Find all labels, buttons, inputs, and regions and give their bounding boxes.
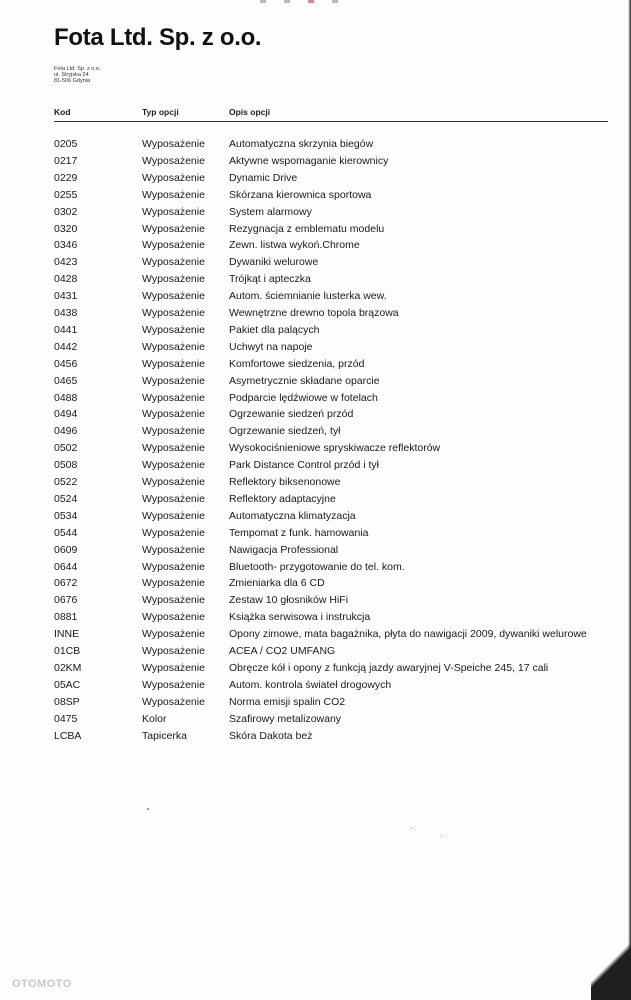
cell-opis: Trójkąt i apteczka [229,273,311,286]
cell-opis: Tempomat z funk. hamowania [229,526,369,539]
cell-opis: Ogrzewanie siedzeń, tył [229,425,341,438]
cell-opis: Reflektory biksenonowe [229,476,341,488]
cell-opis: Nawigacja Professional [229,543,339,556]
cell-typ: Wyposażenie [142,188,205,201]
cell-typ: Wyposażenie [142,459,205,472]
scan-speck [411,828,412,829]
cell-typ: Tapicerka [142,729,187,742]
cell-opis: Wewnętrzne drewno topola brązowa [229,307,399,319]
cell-kod: 0428 [54,273,78,286]
cell-opis: Ogrzewanie siedzeń przód [229,408,354,421]
cell-opis: Wysokociśnieniowe spryskiwacze reflektorów [229,442,441,455]
cell-opis: Zmieniarka dla 6 CD [229,577,325,590]
cell-opis: Autom. ściemnianie lusterka wew. [229,290,387,303]
cell-kod: 0438 [54,307,78,319]
cell-kod: INNE [54,628,80,641]
cell-typ: Wyposażenie [142,391,205,404]
cell-typ: Wyposażenie [142,509,205,522]
cell-typ: Wyposażenie [142,425,205,438]
cell-typ: Wyposażenie [142,695,205,708]
cell-kod: 0522 [54,476,78,488]
cell-kod: LCBA [54,729,82,742]
cell-kod: 02KM [54,661,82,674]
cell-opis: Asymetrycznie składane oparcie [229,374,380,387]
cell-typ: Wyposażenie [142,307,205,319]
cell-typ: Wyposażenie [142,645,205,657]
cell-typ: Wyposażenie [142,154,205,167]
company-address [54,66,100,84]
cell-kod: 05AC [54,678,81,691]
cell-typ: Wyposażenie [142,340,205,353]
cell-typ: Wyposażenie [142,239,205,252]
cell-opis: Dywaniki welurowe [229,256,319,269]
cell-opis: Pakiet dla palących [229,323,320,336]
cell-opis: Park Distance Control przód i tył [229,459,379,472]
cell-opis: Opony zimowe, mata bagażnika, płyta do nawigacji 2009, dywaniki welurowe [229,628,587,641]
cell-kod: 0644 [54,560,78,573]
cell-kod: 0441 [54,323,78,336]
cell-typ: Wyposażenie [142,476,205,488]
cell-opis: Książka serwisowa i instrukcja [229,611,371,624]
cell-typ: Wyposażenie [142,611,205,624]
column-header-opis: Opis opcji [229,107,271,117]
cell-opis: Zewn. listwa wykoń.Chrome [229,239,360,252]
cell-typ: Wyposażenie [142,374,205,387]
scan-speck [147,808,149,810]
cell-typ: Wyposażenie [142,543,205,556]
cell-kod: 08SP [54,695,80,708]
cell-kod: 0508 [54,459,78,472]
cell-opis: Autom. kontrola świateł drogowych [229,678,392,691]
cell-opis: Norma emisji spalin CO2 [229,695,346,708]
cell-typ: Wyposażenie [142,273,205,286]
cell-opis: ACEA / CO2 UMFANG [229,645,336,657]
cell-opis: Automatyczna skrzynia biegów [229,138,374,150]
cell-kod: 0544 [54,526,78,539]
cell-typ: Wyposażenie [142,678,205,691]
cell-typ: Wyposażenie [142,408,205,421]
cell-kod: 0534 [54,509,78,522]
cell-opis: System alarmowy [229,205,312,218]
cell-typ: Wyposażenie [142,205,205,218]
cell-kod: 0494 [54,408,78,421]
address-line: ul. Stryjska 24 [54,72,89,78]
scan-marks [260,0,360,3]
cell-typ: Wyposażenie [142,138,205,150]
scan-corner [591,910,631,1000]
cell-typ: Wyposażenie [142,290,205,303]
cell-kod: 0217 [54,154,78,167]
cell-typ: Kolor [142,712,167,725]
cell-opis: Obręcze kół i opony z funkcją jazdy awaryjnej V-Speiche 245, 17 cali [229,661,549,674]
cell-typ: Wyposażenie [142,594,205,607]
cell-kod: 0431 [54,290,78,303]
cell-opis: Komfortowe siedzenia, przód [229,357,365,370]
cell-typ: Wyposażenie [142,577,205,590]
cell-typ: Wyposażenie [142,442,205,455]
cell-kod: 0423 [54,256,78,269]
cell-opis: Reflektory adaptacyjne [229,492,336,505]
cell-kod: 0475 [54,712,78,725]
cell-typ: Wyposażenie [142,661,205,674]
cell-kod: 0205 [54,138,78,150]
cell-opis: Aktywne wspomaganie kierownicy [229,154,389,167]
cell-typ: Wyposażenie [142,526,205,539]
cell-kod: 0676 [54,594,78,607]
cell-typ: Wyposażenie [142,492,205,505]
cell-kod: 0502 [54,442,78,455]
watermark: OTOMOTO [12,978,72,990]
cell-kod: 0302 [54,205,78,218]
cell-kod: 0456 [54,357,78,370]
cell-kod: 01CB [54,645,81,657]
cell-kod: 0229 [54,171,78,184]
cell-opis: Rezygnacja z emblematu modelu [229,222,385,235]
scan-speck [441,836,442,837]
cell-typ: Wyposażenie [142,628,205,641]
cell-kod: 0609 [54,543,78,556]
cell-opis: Bluetooth- przygotowanie do tel. kom. [229,560,405,573]
cell-opis: Dynamic Drive [229,171,298,184]
cell-typ: Wyposażenie [142,222,205,235]
cell-opis: Skórzana kierownica sportowa [229,188,372,201]
cell-opis: Podparcie lędźwiowe w fotelach [229,391,378,404]
column-header-kod: Kod [54,107,71,117]
cell-typ: Wyposażenie [142,323,205,336]
cell-opis: Skóra Dakota beż [229,729,313,742]
cell-kod: 0672 [54,577,78,590]
cell-opis: Zestaw 10 głosników HiFi [229,594,349,607]
cell-kod: 0496 [54,425,78,438]
cell-typ: Wyposażenie [142,560,205,573]
header-divider [54,121,608,122]
cell-typ: Wyposażenie [142,256,205,269]
cell-kod: 0320 [54,222,78,235]
cell-kod: 0255 [54,188,78,201]
cell-typ: Wyposażenie [142,357,205,370]
cell-opis: Uchwyt na napoje [229,340,313,353]
address-line: Fota Ltd. Sp. z o.o. [54,66,101,72]
cell-kod: 0488 [54,391,78,404]
cell-kod: 0524 [54,492,78,505]
address-line: 81-506 Gdynia [54,78,91,84]
cell-kod: 0881 [54,611,78,624]
cell-kod: 0346 [54,239,78,252]
company-name: Fota Ltd. Sp. z o.o. [54,24,262,51]
cell-kod: 0442 [54,340,78,353]
column-header-typ: Typ opcji [142,107,179,117]
cell-typ: Wyposażenie [142,171,205,184]
cell-opis: Automatyczna klimatyzacja [229,509,356,522]
cell-kod: 0465 [54,374,78,387]
cell-opis: Szafirowy metalizowany [229,712,342,725]
